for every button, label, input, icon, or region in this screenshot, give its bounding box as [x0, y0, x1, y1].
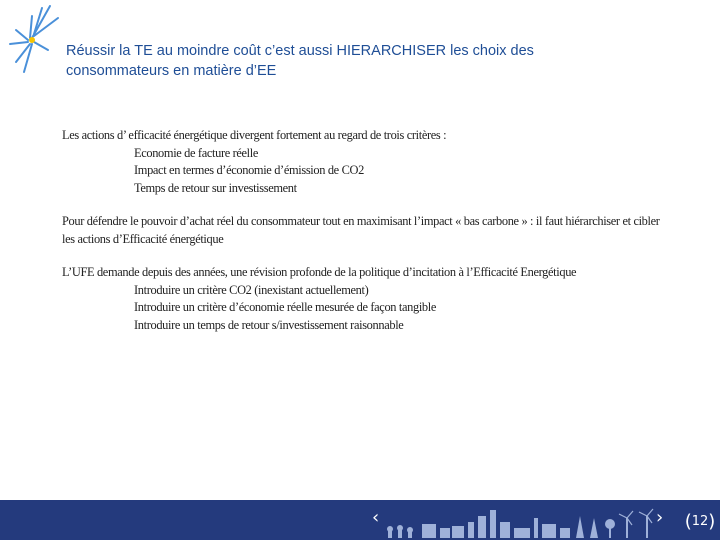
city-skyline-icon — [360, 504, 680, 540]
criterion-item: Temps de retour sur investissement — [134, 180, 297, 195]
page-number-badge: ( 12 ) — [684, 510, 716, 532]
paragraph-purchasing-power: Pour défendre le pouvoir d’achat réel du consommateur tout en maximisant l’impact « bas carbone » : il faut hiérarchiser et cibler les actions d’Efficacité énergétique — [62, 214, 660, 246]
paragraph-ufe-request: L’UFE demande depuis des années, une révision profonde de la politique d’incitation à l’Efficacité Energétique — [62, 265, 577, 279]
slide-title — [66, 41, 666, 81]
footer-bar — [0, 500, 720, 540]
title-line: Réussir la TE au moindre coût c’est aussi HIERARCHISER les choix des — [66, 43, 534, 59]
criterion-item: Economie de facture réelle — [134, 145, 259, 160]
next-slide-button[interactable]: › — [656, 507, 664, 528]
page-number: 12 — [691, 513, 709, 529]
intro-text: Les actions d’ efficacité énergétique divergent fortement au regard de trois critères : — [62, 128, 447, 142]
request-item: Introduire un critère CO2 (inexistant actuellement) — [134, 282, 369, 297]
criterion-item: Impact en termes d’économie d’émission de CO2 — [134, 163, 364, 177]
request-item: Introduire un critère d’économie réelle mesurée de façon tangible — [134, 300, 437, 314]
request-item: Introduire un temps de retour s/investissement raisonnable — [134, 317, 404, 332]
title-line: consommateurs en matière d’EE — [66, 63, 277, 79]
energy-burst-logo-icon — [8, 4, 60, 74]
previous-slide-button[interactable]: ‹ — [372, 507, 380, 528]
slide-body — [62, 127, 662, 334]
